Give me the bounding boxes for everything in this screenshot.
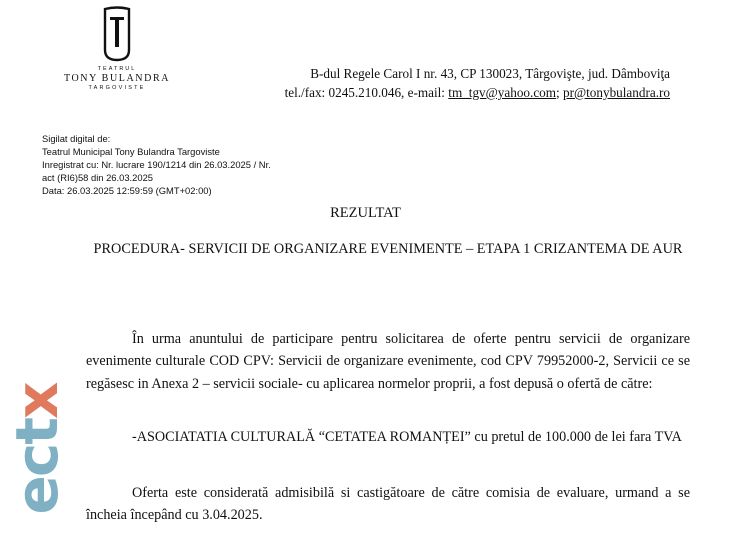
watermark-text-a: ect <box>3 418 71 515</box>
email-link-1[interactable]: tm_tgv@yahoo.com <box>448 85 557 100</box>
digital-signature-block <box>42 132 271 197</box>
document-title: REZULTAT <box>330 205 401 221</box>
procedure-heading: PROCEDURA- SERVICII DE ORGANIZARE EVENIMENTE – ETAPA 1 CRIZANTEMA DE AUR <box>93 241 683 257</box>
address-block <box>285 64 670 102</box>
paragraph-offer: -ASOCIATATIA CULTURALĂ “CETATEA ROMANȚEI” cu pretul de 100.000 de lei fara TVA <box>132 429 682 445</box>
logo-name: TONY BULANDRA <box>63 73 171 84</box>
email-separator: ; <box>556 85 563 100</box>
watermark-text-b: x <box>3 383 71 419</box>
theatre-mask-icon <box>100 6 134 62</box>
email-link-2[interactable]: pr@tonybulandra.ro <box>563 85 670 100</box>
watermark-logo <box>3 364 71 534</box>
signature-line: Inregistrat cu: Nr. lucrare 190/1214 din 26.03.2025 / Nr. <box>42 159 271 170</box>
logo-city: TARGOVISTE <box>88 85 146 91</box>
signature-line: Teatrul Municipal Tony Bulandra Targoviste <box>42 146 220 157</box>
paragraph-result: Oferta este considerată admisibilă si castigătoare de către comisia de evaluare, urmand a se încheia începând cu 3.04.2025. <box>86 485 690 524</box>
theatre-logo <box>58 6 176 91</box>
signature-line: act (RI6)58 din 26.03.2025 <box>42 172 154 183</box>
address-line: B-dul Regele Carol I nr. 43, CP 130023, Târgovişte, jud. Dâmboviţa <box>310 66 670 81</box>
signature-line: Data: 26.03.2025 12:59:59 (GMT+02:00) <box>42 185 212 196</box>
logo-top-text: TEATRUL <box>97 66 137 72</box>
signature-line: Sigilat digital de: <box>42 133 111 144</box>
contact-prefix: tel./fax: 0245.210.046, e-mail: <box>284 85 449 100</box>
paragraph-announcement: În urma anuntului de participare pentru solicitarea de oferte pentru servicii de organizare evenimente culturale COD CPV: Servicii de organizare evenimente, cod CPV 79952000-2, Servicii ce se regăsesc in Anexa 2 – servicii sociale- cu aplicarea normelor proprii, a fost depusă o ofertă de către: <box>86 331 690 392</box>
contact-line <box>285 83 670 102</box>
